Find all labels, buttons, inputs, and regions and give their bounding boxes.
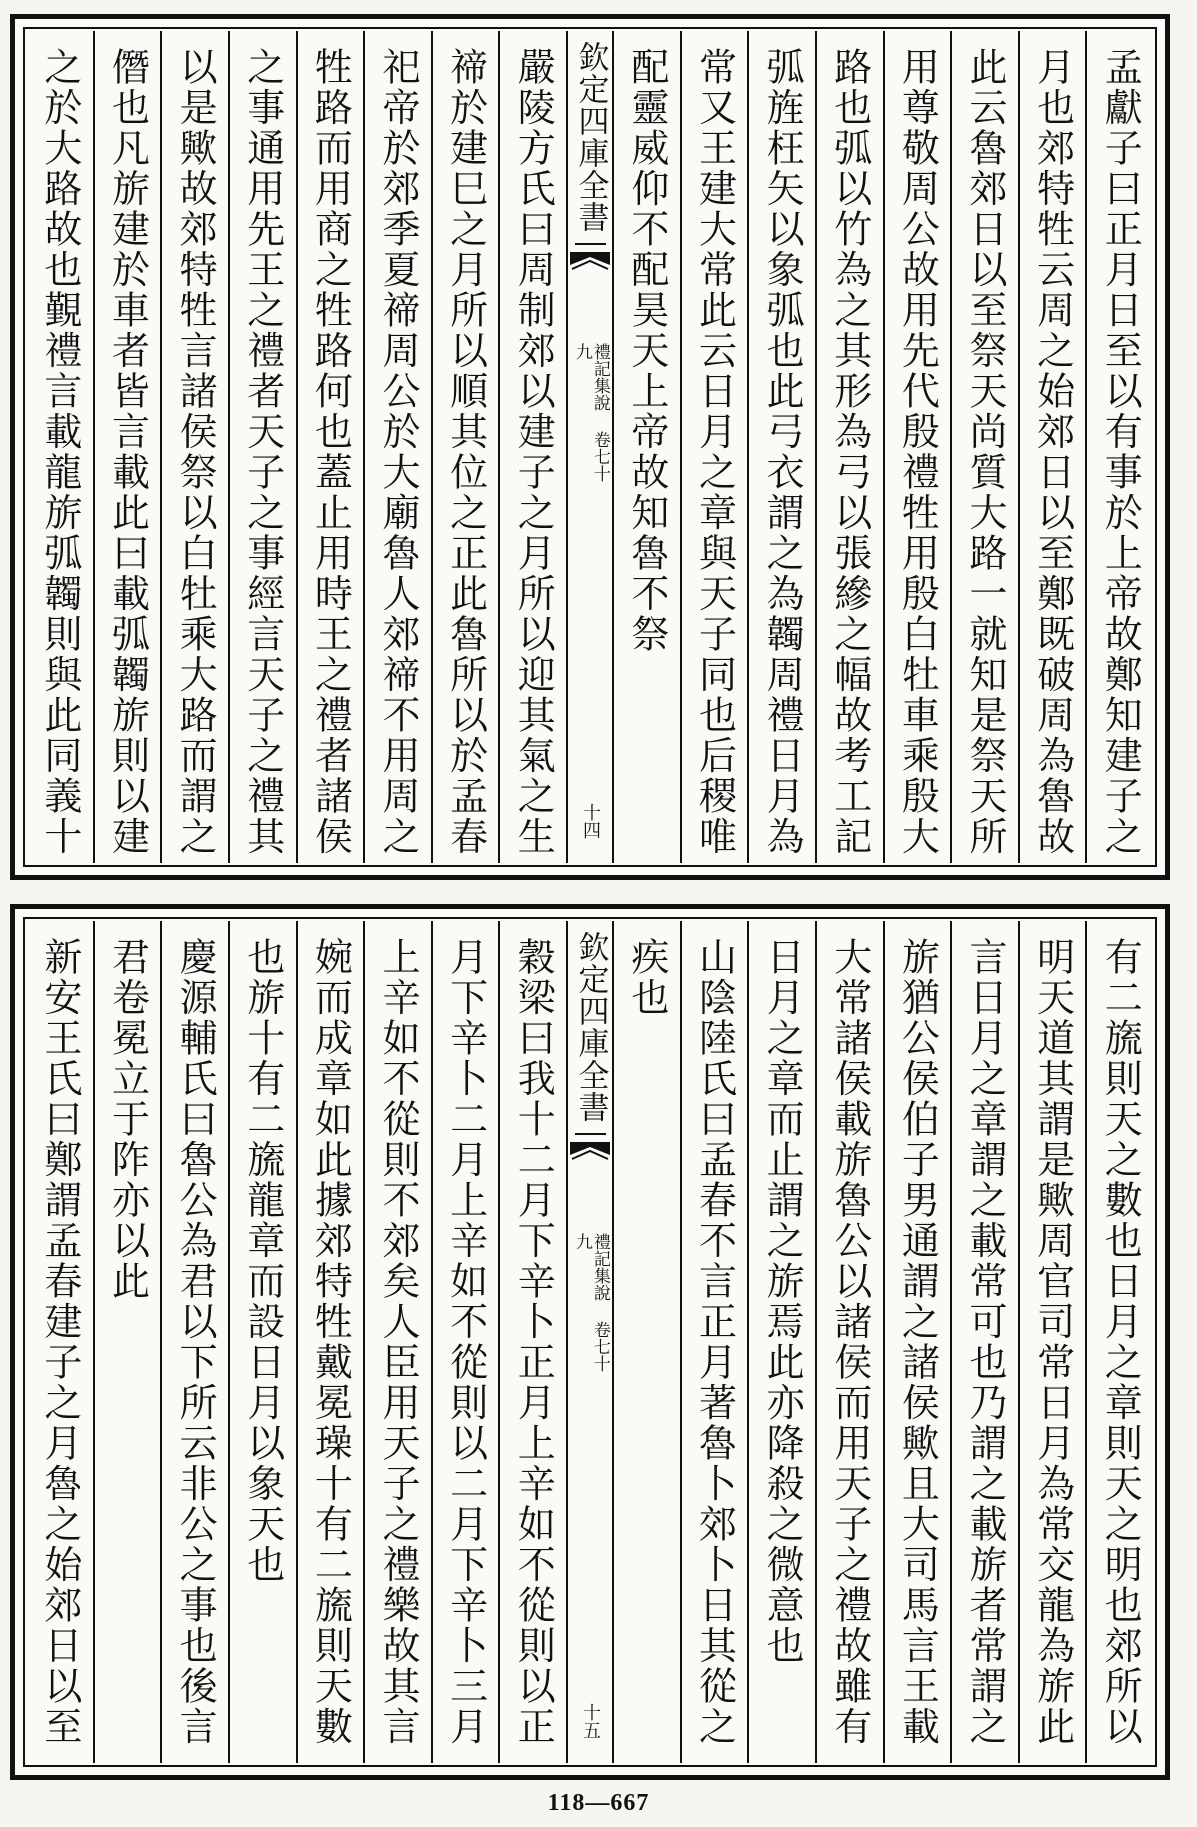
text-column: 牲路而用商之牲路何也蓋止用時王之禮者諸侯 [296, 31, 364, 863]
lower-page [10, 904, 1170, 1780]
text-column: 祀帝於郊季夏禘周公於大廟魯人郊禘不用周之 [363, 31, 431, 863]
book-title: 禮記集說 [589, 343, 610, 411]
center-fold-column [566, 31, 612, 863]
text-column: 僭也凡旂建於車者皆言載此曰載弧韣旂則以建 [93, 31, 161, 863]
book-name [572, 343, 608, 493]
volume-page-footer: 118—667 [547, 1790, 650, 1816]
text-column: 婉而成章如此據郊特牲戴冕璪十有二旒則天數 [296, 921, 364, 1763]
upper-page-columns [27, 31, 1153, 863]
text-column: 慶源輔氏曰魯公為君以下所云非公之事也後言 [160, 921, 228, 1763]
page-number: 十四 [580, 803, 601, 839]
lower-page-columns [27, 921, 1153, 1763]
text-column: 新安王氏曰鄭謂孟春建子之月魯之始郊日以至 [37, 937, 82, 1747]
collection-title: 欽定四庫全書 [575, 41, 606, 245]
text-column: 日月之章而止謂之旂焉此亦降殺之微意也 [747, 921, 815, 1763]
text-column: 以是歟故郊特牲言諸侯祭以白牡乘大路而謂之 [160, 31, 228, 863]
text-column: 大常諸侯載旂魯公以諸侯而用天子之禮故雖有 [815, 921, 883, 1763]
center-fold-column [566, 921, 612, 1763]
text-column: 也旂十有二旒龍章而設日月以象天也 [228, 921, 296, 1763]
text-column: 之於大路故也覲禮言載龍旂弧韣則與此同義十 [37, 47, 82, 857]
text-column: 常又王建大常此云日月之章與天子同也后稷唯 [680, 31, 748, 863]
text-column: 禘於建巳之月所以順其位之正此魯所以於孟春 [431, 31, 499, 863]
text-column: 嚴陵方氏曰周制郊以建子之月所以迎其氣之生 [498, 31, 566, 863]
text-column: 有二旒則天之數也日月之章則天之明也郊所以 [1085, 921, 1153, 1763]
text-column: 月下辛卜二月上辛如不從則以二月下辛卜三月 [431, 921, 499, 1763]
book-title: 禮記集說 [589, 1233, 610, 1301]
text-column: 山陰陸氏曰孟春不言正月著魯卜郊卜日其從之 [680, 921, 748, 1763]
text-column: 月也郊特牲云周之始郊日以至鄭既破周為魯故 [1018, 31, 1086, 863]
text-column: 孟獻子曰正月日至以有事於上帝故鄭知建子之 [1085, 31, 1153, 863]
text-column: 疾也 [612, 921, 680, 1763]
text-column: 上辛如不從則不郊矣人臣用天子之禮樂故其言 [363, 921, 431, 1763]
text-column: 弧旌枉矢以象弧也此弓衣謂之為韣周禮日月為 [747, 31, 815, 863]
text-column: 君卷冕立于阼亦以此 [93, 921, 161, 1763]
text-column: 之事通用先王之禮者天子之事經言天子之禮其 [228, 31, 296, 863]
text-column: 配靈威仰不配昊天上帝故知魯不祭 [612, 31, 680, 863]
collection-title: 欽定四庫全書 [575, 931, 606, 1135]
text-column: 言日月之章謂之載常可也乃謂之載旂者常謂之 [950, 921, 1018, 1763]
page-number: 十五 [580, 1703, 601, 1739]
text-column: 此云魯郊日以至祭天尚質大路一就知是祭天所 [950, 31, 1018, 863]
fish-tail-mark-icon [569, 251, 611, 295]
upper-page [10, 14, 1170, 880]
book-name [572, 1233, 608, 1383]
volume-number: 卷七十九 [572, 343, 610, 482]
text-column: 旂猶公侯伯子男通謂之諸侯歟且大司馬言王載 [883, 921, 951, 1763]
volume-number: 卷七十九 [572, 1233, 610, 1372]
text-column: 穀梁曰我十二月下辛卜正月上辛如不從則以正 [498, 921, 566, 1763]
text-column: 路也弧以竹為之其形為弓以張縿之幅故考工記 [815, 31, 883, 863]
text-column: 用尊敬周公故用先代殷禮牲用殷白牡車乘殷大 [883, 31, 951, 863]
text-column: 明天道其謂是歟周官司常日月為常交龍為旂此 [1018, 921, 1086, 1763]
fish-tail-mark-icon [569, 1141, 611, 1185]
